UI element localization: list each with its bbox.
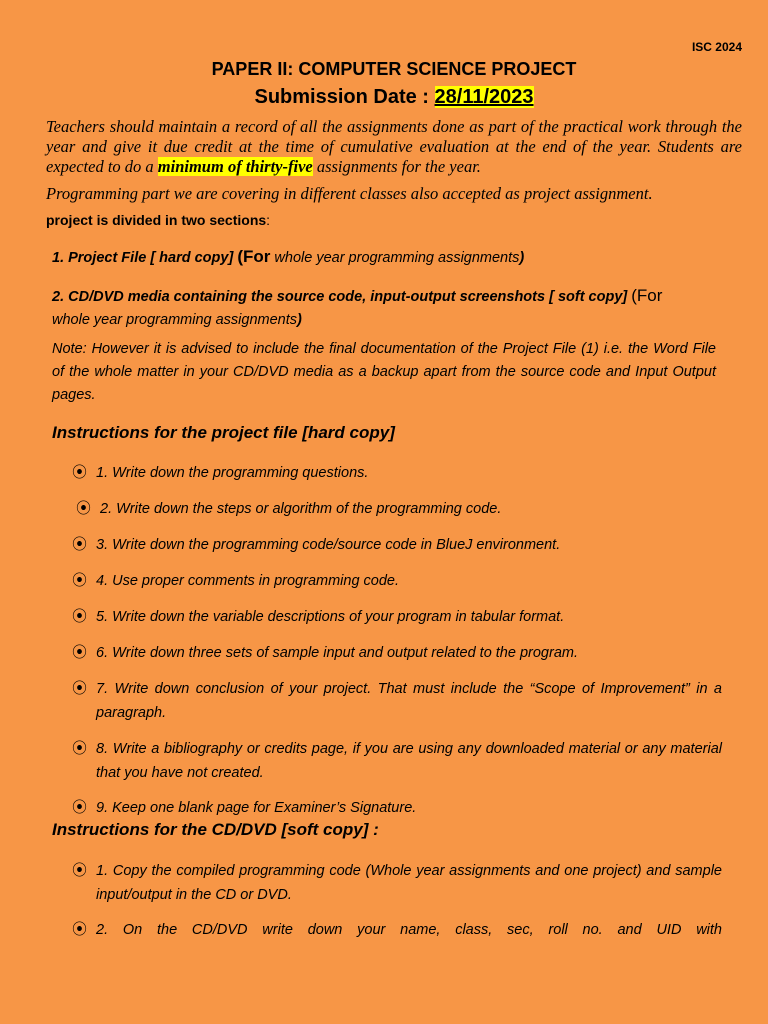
bullet-icon: ⦿	[72, 921, 88, 938]
bullet-icon: ⦿	[72, 608, 88, 625]
list-item	[72, 796, 722, 820]
section-2-for: (For	[631, 286, 663, 305]
bullet-icon: ⦿	[72, 862, 88, 879]
bullet-icon: ⦿	[72, 644, 88, 661]
list-item	[72, 569, 722, 593]
list-item-text: 5. Write down the variable descriptions of your program in tabular format.	[96, 609, 565, 625]
list-item	[72, 605, 722, 629]
sections-label-text: project is divided in two sections	[46, 212, 267, 228]
intro-paragraph	[46, 117, 742, 177]
intro-text-2: assignments for the year.	[312, 157, 481, 176]
bullet-icon: ⦿	[72, 680, 88, 697]
section-1-for: (For	[237, 247, 271, 266]
list-item	[72, 677, 722, 725]
bullet-icon: ⦿	[72, 572, 88, 589]
list-item-text: 6. Write down three sets of sample input and output related to the program.	[96, 645, 578, 661]
section-2-rest: whole year programming assignments	[52, 312, 297, 328]
list-item	[72, 641, 722, 665]
backup-note: Note: However it is advised to include the final documentation of the Project File (1) i.e. the Word File of the whole matter in your CD/DVD media as a backup apart from the source code and Input Output pages.	[52, 341, 716, 403]
programming-note: Programming part we are covering in different classes also accepted as project assignment.	[46, 184, 653, 203]
list-item-text: 8. Write a bibliography or credits page, if you are using any downloaded material or any material that you have not created.	[96, 741, 722, 781]
submission-line	[0, 86, 768, 109]
bullet-icon: ⦿	[72, 464, 88, 481]
hard-copy-heading: Instructions for the project file [hard copy]	[52, 423, 395, 442]
list-item-text: 2. On the CD/DVD write down your name, class, sec, roll no. and UID with	[96, 922, 722, 938]
submission-date: 28/11/2023	[434, 86, 534, 108]
bullet-icon: ⦿	[72, 536, 88, 553]
list-item	[76, 497, 726, 521]
list-item	[72, 859, 722, 907]
list-item-text: 9. Keep one blank page for Examiner’s Signature.	[96, 800, 417, 816]
section-1-close: )	[519, 250, 525, 266]
section-2-title: 2. CD/DVD media containing the source code, input-output screenshots [ soft copy]	[52, 289, 632, 305]
intro-text-1: Teachers should maintain a record of all the assignments done as part of the practical work through the year and give it due credit at the time of cumulative evaluation at the end of the year. Students are expected to do a	[46, 117, 742, 176]
list-item-text: 2. Write down the steps or algorithm of the programming code.	[100, 501, 502, 517]
section-2-close: )	[297, 312, 302, 328]
bullet-icon: ⦿	[72, 740, 88, 757]
section-1	[52, 245, 716, 270]
bullet-icon: ⦿	[72, 799, 88, 816]
list-item-text: 7. Write down conclusion of your project. That must include the “Scope of Improvement” in a paragraph.	[96, 681, 722, 721]
list-item	[72, 461, 722, 485]
submission-label: Submission Date :	[254, 86, 435, 108]
list-item-text: 1. Copy the compiled programming code (Whole year assignments and one project) and sample input/output in the CD or DVD.	[96, 863, 722, 903]
list-item-text: 3. Write down the programming code/source code in BlueJ environment.	[96, 537, 561, 553]
intro-highlight: minimum of thirty-five	[157, 157, 313, 176]
list-item	[72, 737, 722, 785]
section-1-rest: whole year programming assignments	[270, 250, 520, 266]
exam-tag: ISC 2024	[691, 40, 742, 54]
soft-copy-heading: Instructions for the CD/DVD [soft copy] :	[52, 820, 379, 839]
page-title: PAPER II: COMPUTER SCIENCE PROJECT	[211, 59, 577, 79]
list-item	[72, 918, 722, 942]
section-1-title: 1. Project File [ hard copy]	[52, 250, 238, 266]
sections-label	[46, 212, 270, 228]
list-item-text: 1. Write down the programming questions.	[96, 465, 369, 481]
bullet-icon: ⦿	[76, 500, 92, 517]
section-2	[52, 284, 716, 332]
list-item	[72, 533, 722, 557]
sections-colon: :	[266, 212, 271, 228]
list-item-text: 4. Use proper comments in programming code.	[96, 573, 400, 589]
